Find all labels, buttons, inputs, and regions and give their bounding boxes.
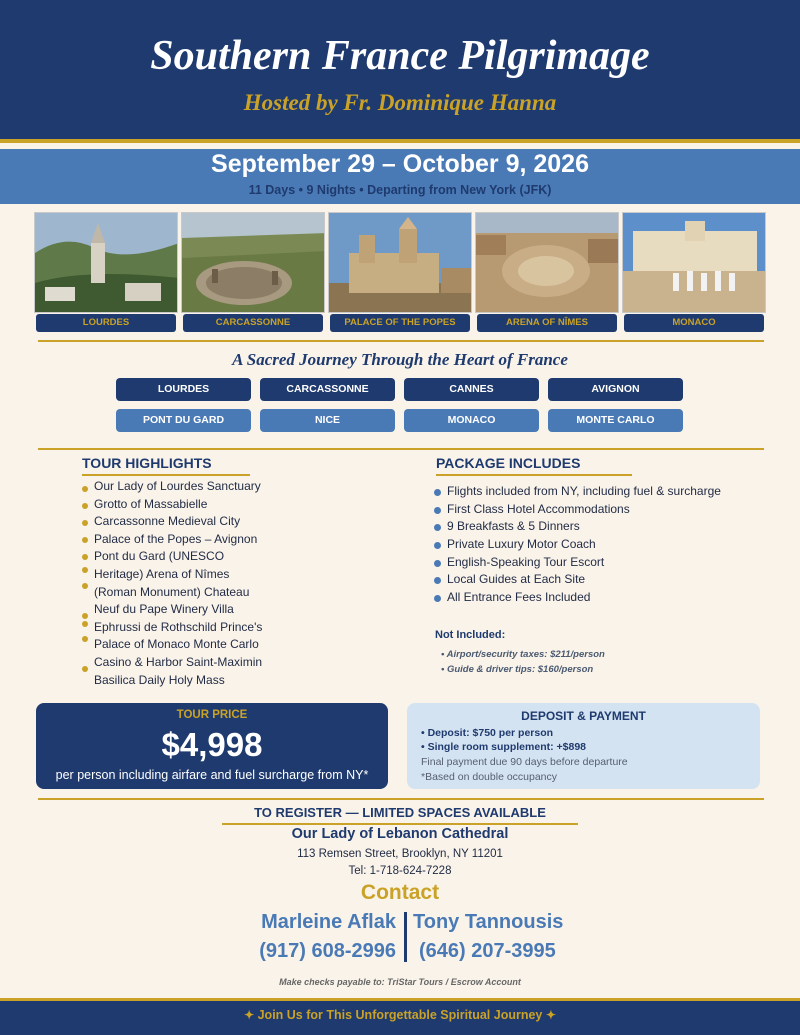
trip-dates: September 29 – October 9, 2026	[211, 150, 589, 178]
destination-carcassonne: CARCASSONNE	[260, 378, 395, 401]
package-heading: PACKAGE INCLUDES	[436, 455, 632, 476]
bullet-dot	[82, 621, 88, 627]
destination-monaco: MONACO	[404, 409, 539, 432]
tour-price-amount: $4,998	[161, 726, 263, 763]
deposit-label: DEPOSIT & PAYMENT	[521, 709, 646, 723]
contact1-phone[interactable]: (917) 608-2996	[259, 940, 396, 962]
register-heading: TO REGISTER — LIMITED SPACES AVAILABLE	[222, 805, 578, 825]
church-phone: Tel: 1-718-624-7228	[348, 865, 452, 877]
footer-text: Join Us for This Unforgettable Spiritual Journey	[257, 1008, 543, 1022]
photo-palace-of-the-popes	[328, 212, 472, 332]
checks-note: Make checks payable to: TriStar Tours / Escrow Account	[279, 977, 521, 987]
bullet-dot	[82, 567, 88, 573]
contact2-name: Tony Tannousis	[413, 911, 564, 933]
not-included-item: • Airport/security taxes: $211/person	[441, 649, 605, 660]
deposit-amount: • Deposit: $750 per person	[421, 727, 554, 739]
contact2-phone[interactable]: (646) 207-3995	[419, 940, 556, 962]
page-title: Southern France Pilgrimage	[150, 33, 650, 79]
deposit-box	[407, 703, 760, 789]
destination-monte-carlo: MONTE CARLO	[548, 409, 683, 432]
photo-image	[328, 212, 472, 313]
photo-caption: PALACE OF THE POPES	[330, 314, 470, 332]
divider	[38, 798, 764, 800]
footer-banner	[0, 998, 800, 1035]
photo-carcassonne	[181, 212, 325, 332]
destination-lourdes: LOURDES	[116, 378, 251, 401]
bullet-dot	[434, 489, 441, 496]
final-payment-note: Final payment due 90 days before departure	[421, 756, 628, 768]
photo-lourdes	[34, 212, 178, 332]
tour-price-note: per person including airfare and fuel surcharge from NY*	[55, 768, 369, 782]
highlight-line: Our Lady of Lourdes Sanctuary	[82, 478, 382, 496]
contact1-name: Marleine Aflak	[261, 911, 396, 933]
bullet-dot	[434, 524, 441, 531]
trip-info: 11 Days • 9 Nights • Departing from New York (JFK)	[248, 183, 552, 197]
package-item: Private Luxury Motor Coach	[434, 536, 774, 554]
highlight-line: Pont du Gard (UNESCO	[82, 548, 382, 566]
divider	[38, 340, 764, 342]
bullet-dot	[82, 537, 88, 543]
highlights-heading: TOUR HIGHLIGHTS	[82, 455, 250, 476]
bullet-dot	[434, 507, 441, 514]
divider	[38, 448, 764, 450]
highlight-line: Heritage) Arena of Nîmes	[82, 566, 382, 584]
tour-price-box	[36, 703, 388, 789]
photo-image	[475, 212, 619, 313]
bullet-dot	[434, 595, 441, 602]
bullet-dot	[82, 636, 88, 642]
bullet-dot	[82, 583, 88, 589]
photo-image	[181, 212, 325, 313]
contact-separator	[404, 912, 407, 962]
photo-image	[622, 212, 766, 313]
header-banner	[0, 0, 800, 143]
photo-caption: MONACO	[624, 314, 764, 332]
package-item: English-Speaking Tour Escort	[434, 554, 774, 572]
destination-nice: NICE	[260, 409, 395, 432]
destination-cannes: CANNES	[404, 378, 539, 401]
package-item: Local Guides at Each Site	[434, 571, 774, 589]
star-icon: ✦	[545, 1008, 556, 1022]
host-subtitle: Hosted by Fr. Dominique Hanna	[243, 90, 557, 115]
tour-price-label: TOUR PRICE	[176, 709, 248, 721]
not-included-heading: Not Included:	[435, 629, 506, 641]
bullet-dot	[82, 503, 88, 509]
occupancy-note: *Based on double occupancy	[421, 771, 558, 783]
highlight-line: Casino & Harbor Saint-Maximin	[82, 654, 382, 672]
highlight-line: (Roman Monument) Chateau	[82, 584, 382, 602]
destination-pont-du-gard: PONT DU GARD	[116, 409, 251, 432]
highlight-line: Neuf du Pape Winery Villa	[82, 601, 382, 619]
highlight-line: Basilica Daily Holy Mass	[94, 672, 225, 687]
package-item: All Entrance Fees Included	[434, 589, 774, 607]
single-supplement: • Single room supplement: +$898	[421, 741, 587, 753]
photo-caption: ARENA OF NÎMES	[477, 314, 617, 332]
church-name: Our Lady of Lebanon Cathedral	[291, 826, 509, 842]
highlight-line: Carcassonne Medieval City	[82, 513, 382, 531]
highlight-line: Grotto of Massabielle	[82, 496, 382, 514]
journey-title: A Sacred Journey Through the Heart of France	[232, 350, 568, 369]
destination-avignon: AVIGNON	[548, 378, 683, 401]
photo-monaco	[622, 212, 766, 332]
bullet-dot	[82, 486, 88, 492]
photo-image	[34, 212, 178, 313]
star-icon: ✦	[244, 1008, 255, 1022]
photo-caption: CARCASSONNE	[183, 314, 323, 332]
bullet-dot	[82, 520, 88, 526]
package-item: First Class Hotel Accommodations	[434, 501, 774, 519]
package-item: 9 Breakfasts & 5 Dinners	[434, 518, 774, 536]
bullet-dot	[434, 542, 441, 549]
package-item: Flights included from NY, including fuel & surcharge	[434, 483, 774, 501]
photo-strip	[34, 212, 766, 332]
date-band	[0, 149, 800, 204]
bullet-dot	[434, 560, 441, 567]
church-address: 113 Remsen Street, Brooklyn, NY 11201	[297, 848, 503, 860]
photo-caption: LOURDES	[36, 314, 176, 332]
bullet-dot	[434, 577, 441, 584]
highlight-line: Ephrussi de Rothschild Prince's	[82, 619, 382, 637]
bullet-dot	[82, 554, 88, 560]
not-included-item: • Guide & driver tips: $160/person	[441, 664, 594, 675]
highlights-list	[82, 478, 382, 689]
photo-arena-of-nimes	[475, 212, 619, 332]
package-list	[434, 483, 774, 607]
contact-label: Contact	[360, 881, 440, 904]
footer-line	[0, 1008, 800, 1022]
highlight-line: Palace of the Popes – Avignon	[82, 531, 382, 549]
highlight-line: Palace of Monaco Monte Carlo	[82, 636, 382, 654]
